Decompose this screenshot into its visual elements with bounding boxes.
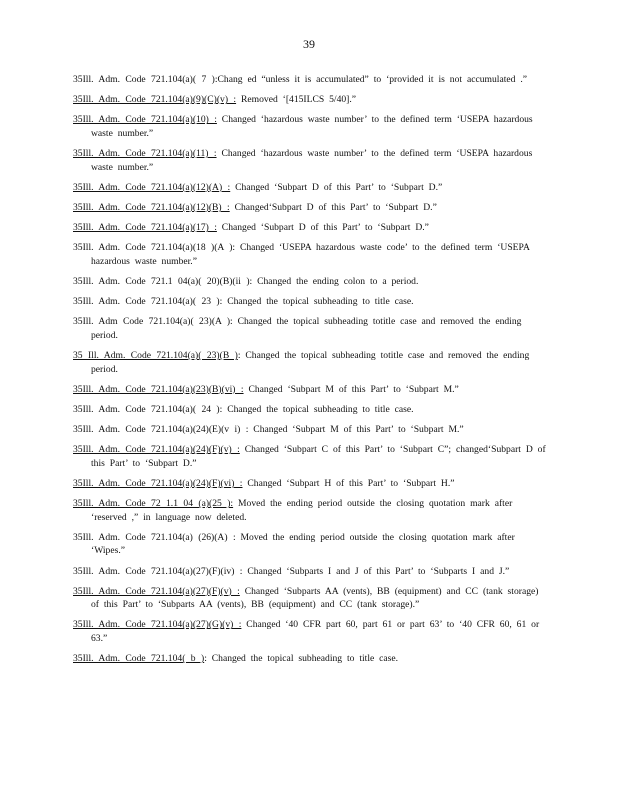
citation: 35Ill. Adm. Code 721.104(a)(24)(E)(v i) : [73, 424, 249, 436]
citation: 35Ill. Adm Code 721.104(a)( 23)(A ) [73, 316, 231, 328]
citation: 35Ill. Adm. Code 721.104(a) (26)(A) : [73, 531, 236, 543]
change-description: Changed ‘Subpart D of this Part’ to ‘Subpart D.” [230, 181, 443, 193]
citation: 35Ill. Adm. Code 721.104(a)(27)(F)(v) : [73, 585, 240, 597]
list-item [73, 93, 551, 107]
amendment-list [73, 73, 551, 672]
list-item [73, 241, 551, 268]
change-description: Changed‘Subpart D of this Part’ to ‘Subpart D.” [229, 201, 437, 213]
citation: 35Ill. Adm. Code 721.104(a)(9)(C)(v) : [73, 94, 237, 106]
list-item [73, 383, 551, 397]
change-description: Removed ‘[415ILCS 5/40].” [236, 94, 357, 106]
citation: 35Ill. Adm. Code 721.104(a)(12)(B) : [73, 201, 230, 213]
citation: 35Ill. Adm. Code 721.104(a)(11) : [73, 148, 217, 160]
change-description: Changed ‘Subpart C of this Part’ to ‘Subpart C”; changed‘Subpart D of this Part’ to ‘Subpart D.” [91, 444, 546, 469]
citation: 35Ill. Adm. Code 721.104(a)(12)(A) : [73, 181, 231, 193]
list-item [73, 618, 551, 645]
change-description: Changed ‘Subparts I and J of this Part’ to ‘Subparts I and J.” [242, 565, 510, 577]
citation: 35Ill. Adm. Code 72 1.1 04 (a)(25 ): [73, 498, 234, 510]
change-description: :Chang ed “unless it is accumulated” to ‘provided it is not accumulated .” [214, 74, 527, 85]
list-item [73, 349, 551, 376]
list-item [73, 73, 551, 87]
list-item [73, 652, 551, 666]
change-description: Changed ‘hazardous waste number’ to the defined term ‘USEPA hazardous waste number.” [91, 114, 533, 139]
list-item [73, 113, 551, 140]
change-description: Changed ‘40 CFR part 60, part 61 or part 63’ to ‘40 CFR 60, 61 or 63.” [91, 619, 540, 644]
citation: 35Ill. Adm. Code 721.104(a)(10) : [73, 114, 217, 126]
list-item [73, 181, 551, 195]
citation: 35Ill. Adm. Code 721.104(a)(27)(F)(iv) : [73, 565, 243, 577]
list-item [73, 147, 551, 174]
citation: 35 Ill. Adm. Code 721.104(a)( 23)(B ) [73, 350, 238, 362]
list-item [73, 531, 551, 558]
change-description: : Changed ‘USEPA hazardous waste code’ to the defined term ‘USEPA hazardous waste number.” [91, 242, 530, 267]
change-description: : Changed the topical subheading to title case. [204, 653, 399, 665]
list-item [73, 497, 551, 524]
change-description: : Changed the topical subheading totitle case and removed the ending period. [91, 350, 530, 375]
citation: 35Ill. Adm. Code 721.104(a)(18 )(A ) [73, 242, 233, 254]
list-item [73, 221, 551, 235]
list-item [73, 295, 551, 309]
list-item [73, 585, 551, 612]
change-description: : Changed the topical subheading to title case. [219, 296, 414, 308]
list-item [73, 275, 551, 289]
citation: 35Ill. Adm. Code 721.104(a)( 23 ) [73, 296, 220, 308]
list-item [73, 477, 551, 491]
citation: 35Ill. Adm. Code 721.104(a)( 7 ) [73, 74, 215, 85]
change-description: : Changed the topical subheading to title case. [219, 403, 414, 415]
change-description: Changed ‘Subparts AA (vents), BB (equipment) and CC (tank storage) of this Part’ to ‘Subparts AA (vents), BB (equipment) and CC (tank storage).” [91, 585, 539, 611]
citation: 35Ill. Adm. Code 721.104(a)(27)(G)(v) : [73, 619, 242, 631]
list-item [73, 423, 551, 437]
change-description: Changed ‘hazardous waste number’ to the defined term ‘USEPA hazardous waste number.” [91, 148, 533, 173]
citation: 35Ill. Adm. Code 721.104( b ) [73, 653, 205, 665]
change-description: Moved the ending period outside the closing quotation mark after ‘Wipes.” [91, 531, 515, 557]
page-number: 39 [303, 37, 315, 51]
citation: 35Ill. Adm. Code 721.104(a)(17) : [73, 222, 217, 234]
change-description: Moved the ending period outside the closing quotation mark after ‘reserved ,” in language now deleted. [91, 498, 513, 523]
citation: 35Ill. Adm. Code 721.104(a)( 24 ) [73, 403, 220, 415]
change-description: Changed ‘Subpart M of this Part’ to ‘Subpart M.” [243, 383, 459, 395]
citation: 35Ill. Adm. Code 721.104(a)(24)(F)(v) : [73, 444, 240, 456]
list-item [73, 403, 551, 417]
change-description: : Changed the ending colon to a period. [249, 276, 419, 287]
citation: 35Ill. Adm. Code 721.104(a)(24)(F)(vi) : [73, 478, 243, 489]
citation: 35Ill. Adm. Code 721.1 04(a)( 20)(B)(ii ) [73, 276, 250, 287]
change-description: Changed ‘Subpart D of this Part’ to ‘Subpart D.” [216, 222, 429, 234]
list-item [73, 565, 551, 579]
list-item [73, 315, 551, 342]
list-item [73, 201, 551, 215]
change-description: Changed ‘Subpart M of this Part’ to ‘Subpart M.” [248, 424, 464, 436]
citation: 35Ill. Adm. Code 721.104(a)(23)(B)(vi) : [73, 383, 244, 395]
change-description: : Changed the topical subheading totitle case and removed the ending period. [91, 316, 522, 341]
change-description: Changed ‘Subpart H of this Part’ to ‘Subpart H.” [242, 478, 455, 489]
list-item [73, 443, 551, 470]
